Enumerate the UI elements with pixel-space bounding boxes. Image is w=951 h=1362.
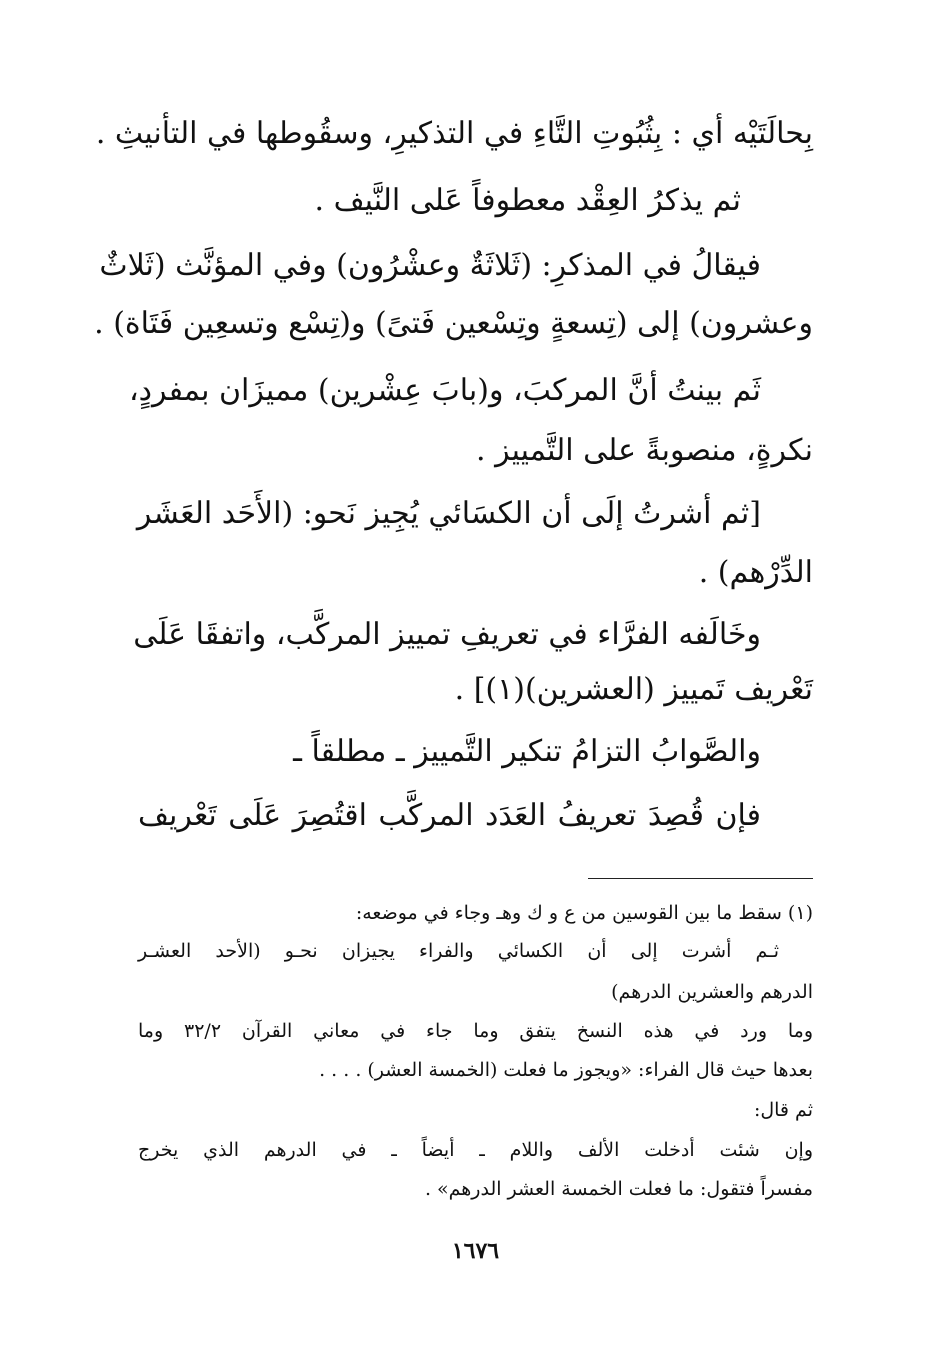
- footnote-separator: [588, 878, 813, 879]
- footnote-line: وإن شئت أدخلت الألف واللام ـ أيضاً ـ في الدرهم الذي يخرج: [138, 1139, 813, 1161]
- footnote-line: مفسراً فتقول: ما فعلت الخمسة العشر الدرهم» .: [424, 1178, 813, 1200]
- main-text-line: فإن قُصِدَ تعريفُ العَدَد المركَّب اقتُصِرَ عَلَى تَعْريف: [138, 798, 761, 833]
- footnote-line: (١) سقط ما بين القوسين من ع و ك وهـ وجاء في موضعه:: [355, 902, 813, 924]
- main-text-line: والصَّوابُ التزامُ تنكير التَّمييز ـ مطلقاً ـ: [293, 734, 761, 769]
- main-text-line: وعشرون) إلى (تِسعةٍ وتِسْعين فَتىً) و(تِسْع وتسعِين فَتَاة) .: [94, 306, 813, 341]
- footnote-line: بعدها حيث قال الفراء: «ويجوز ما فعلت (الخمسة العشر) . . . .: [319, 1059, 813, 1081]
- main-text-line: ثَم بينتُ أنَّ المركبَ، و(بابَ عِشْرين) مميزَان بمفردٍ،: [128, 373, 761, 408]
- footnote-line: ثـم أشرت إلى أن الكسائي والفراء يجيزان نحـو (الأحد العشـر: [138, 940, 779, 962]
- main-text-line: فيقالُ في المذكرِ: (ثَلاثَةٌ وعشْرُون) وفي المؤنَّث (ثَلاثٌ: [99, 248, 761, 283]
- footnote-line: الدرهم والعشرين الدرهم): [611, 981, 813, 1003]
- main-text-line: ثم يذكرُ العِقْد معطوفاً عَلى النَّيف .: [314, 183, 741, 218]
- footnote-line: ثم قال:: [753, 1099, 813, 1121]
- main-text-line: نكرةٍ، منصوبةً على التَّمييز .: [476, 433, 813, 468]
- main-text-line: بِحالَتَيْه أي : بِثُبُوتِ التَّاءِ في التذكيرِ، وسقُوطها في التأنيثِ .: [95, 116, 813, 151]
- main-text-line: وخَالَفه الفرَّاء في تعريفِ تمييز المركَّب، واتفقَا عَلَى: [133, 617, 761, 652]
- main-text-line: [ثم أشرتُ إلَى أن الكسَائي يُجِيز نَحو: (الأَحَد العَشَر: [136, 496, 761, 531]
- main-text-line: تَعْريف تَمييز (العشرين)(١)] .: [454, 672, 813, 707]
- footnote-line: وما ورد في هذه النسخ يتفق وما جاء في معاني القرآن ٣٢/٢ وما: [138, 1020, 813, 1042]
- page-number: ١٦٧٦: [451, 1238, 500, 1264]
- main-text-line: الدِّرْهم) .: [698, 555, 813, 590]
